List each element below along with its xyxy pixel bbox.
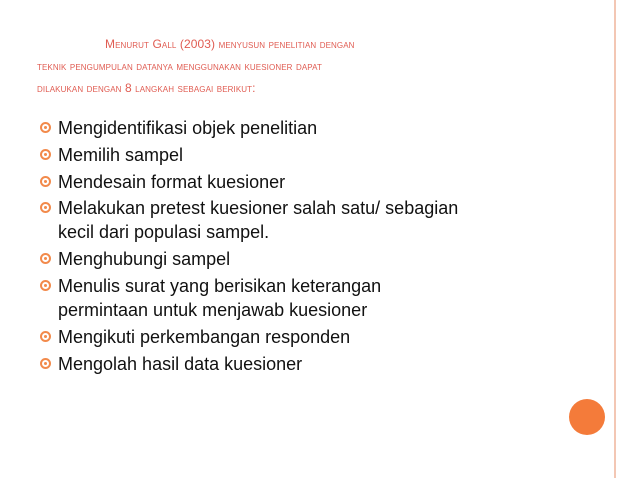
slide-border-line: [614, 0, 616, 478]
list-item: [38, 116, 578, 140]
list-item-text-continued: kecil dari populasi sampel.: [58, 222, 270, 243]
ring-bullet-icon: [40, 280, 51, 291]
list-item: [38, 352, 578, 376]
list-item: [38, 196, 578, 244]
list-item: [38, 325, 578, 349]
title-line-3: dilakukan dengan 8 langkah sebagai berikut:: [37, 81, 256, 95]
ring-bullet-icon: [40, 149, 51, 160]
ring-bullet-icon: [40, 253, 51, 264]
list-item-text: Mengikuti perkembangan responden: [58, 326, 351, 347]
ring-bullet-icon: [40, 358, 51, 369]
list-item: [38, 274, 578, 322]
list-item: [38, 247, 578, 271]
list-item-text: Mengidentifikasi objek penelitian: [58, 118, 318, 138]
ring-bullet-icon: [40, 176, 51, 187]
list-item-text: Memilih sampel: [58, 144, 184, 165]
list-item-text-continued: permintaan untuk menjawab kuesioner: [58, 299, 368, 320]
bullet-list: [38, 116, 578, 378]
slide-title: [37, 33, 557, 99]
list-item: [38, 170, 578, 194]
ring-bullet-icon: [40, 122, 51, 133]
list-item-text: Mengolah hasil data kuesioner: [58, 353, 303, 374]
list-item-text: Melakukan pretest kuesioner salah satu/ sebagian: [58, 198, 459, 219]
ring-bullet-icon: [40, 331, 51, 342]
orange-circle-icon: [569, 399, 605, 435]
title-line-2: teknik pengumpulan datanya menggunakan kuesioner dapat: [37, 59, 322, 73]
list-item-text: Menghubungi sampel: [58, 249, 231, 270]
ring-bullet-icon: [40, 202, 51, 213]
list-item-text: Mendesain format kuesioner: [58, 171, 286, 192]
title-line-1: Menurut Gall (2003) menyusun penelitian dengan: [105, 37, 355, 51]
list-item-text: Menulis surat yang berisikan keterangan: [58, 275, 382, 296]
list-item: [38, 143, 578, 167]
